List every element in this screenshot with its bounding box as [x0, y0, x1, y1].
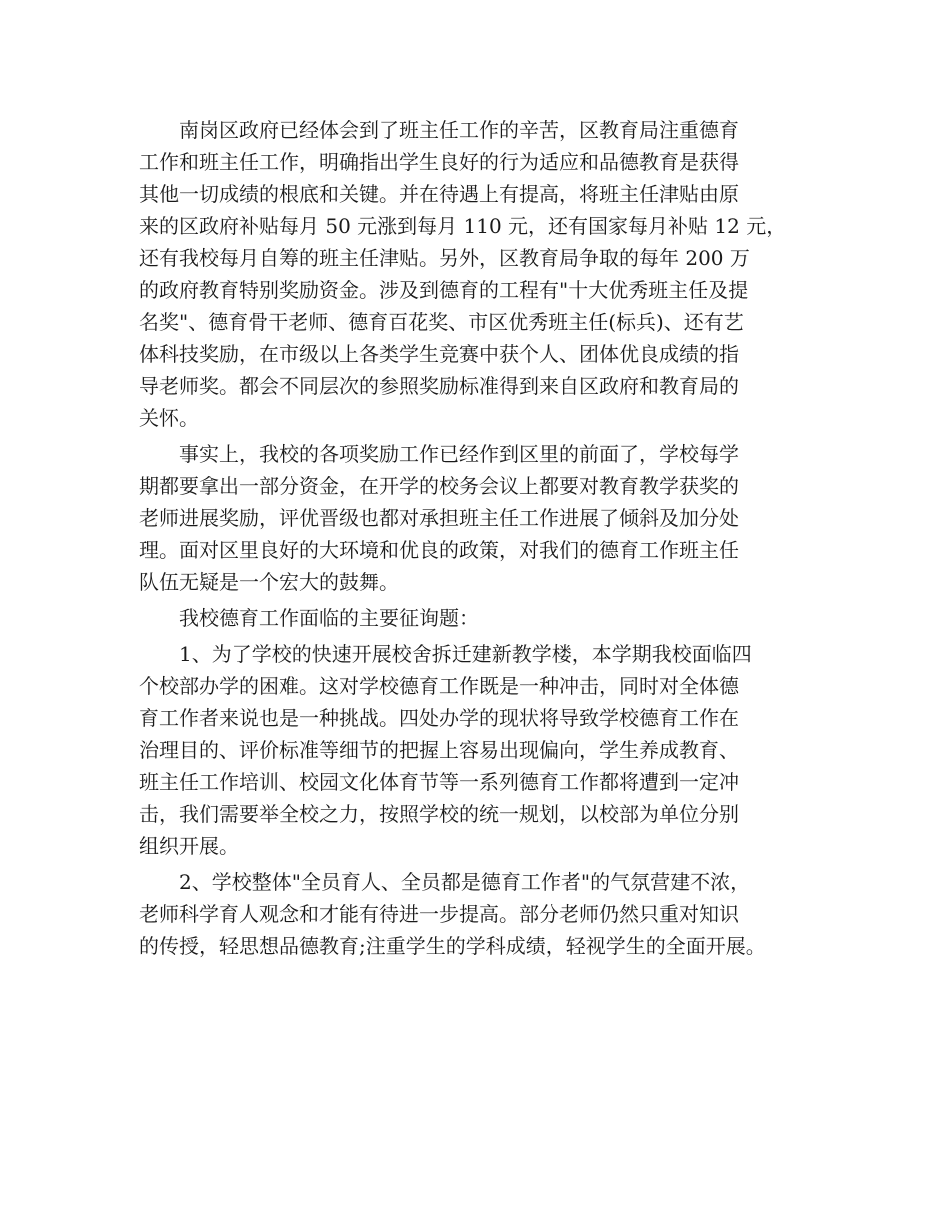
body-text — [139, 114, 839, 962]
paragraph-heading — [139, 602, 839, 634]
text-line: 的政府教育特别奖励资金。涉及到德育的工程有"十大优秀班主任及提 — [139, 278, 749, 302]
text-line: 名奖"、德育骨干老师、德育百花奖、市区优秀班主任(标兵)、还有艺 — [139, 310, 744, 334]
text-line: 其他一切成绩的根底和关键。并在待遇上有提高，将班主任津贴由原 — [139, 182, 739, 206]
text-line: 个校部办学的困难。这对学校德育工作既是一种冲击，同时对全体德 — [139, 674, 739, 698]
text-line: 击，我们需要举全校之力，按照学校的统一规划，以校部为单位分别 — [139, 802, 739, 826]
text-line: 的传授，轻思想品德教育;注重学生的学科成绩，轻视学生的全面开展。 — [139, 934, 766, 958]
text-line: 治理目的、评价标准等细节的把握上容易出现偏向，学生养成教育、 — [139, 738, 739, 762]
text-line: 队伍无疑是一个宏大的鼓舞。 — [139, 570, 399, 594]
text-line: 工作和班主任工作，明确指出学生良好的行为适应和品德教育是获得 — [139, 150, 739, 174]
text-line: 理。面对区里良好的大环境和优良的政策，对我们的德育工作班主任 — [139, 538, 739, 562]
text-line: 来的区政府补贴每月 50 元涨到每月 110 元，还有国家每月补贴 12 元， — [139, 214, 787, 238]
text-line: 导老师奖。都会不同层次的参照奖励标准得到来自区政府和教育局的 — [139, 374, 739, 398]
text-line: 体科技奖励，在市级以上各类学生竞赛中获个人、团体优良成绩的指 — [139, 342, 739, 366]
paragraph-rewards — [139, 438, 839, 598]
text-line: 1、为了学校的快速开展校舍拆迁建新教学楼，本学期我校面临四 — [139, 642, 752, 666]
text-line: 关怀。 — [139, 406, 199, 430]
text-line: 育工作者来说也是一种挑战。四处办学的现状将导致学校德育工作在 — [139, 706, 739, 730]
text-line: 班主任工作培训、校园文化体育节等一系列德育工作都将遭到一定冲 — [139, 770, 739, 794]
text-line: 2、学校整体"全员育人、全员都是德育工作者"的气氛营建不浓， — [139, 870, 751, 894]
text-line: 老师进展奖励，评优晋级也都对承担班主任工作进展了倾斜及加分处 — [139, 506, 739, 530]
paragraph-subsidy — [139, 114, 839, 434]
section-heading: 我校德育工作面临的主要征询题： — [139, 606, 479, 630]
text-line: 事实上，我校的各项奖励工作已经作到区里的前面了，学校每学 — [139, 442, 739, 466]
text-line: 还有我校每月自筹的班主任津贴。另外，区教育局争取的每年 200 万 — [139, 246, 750, 270]
text-line: 期都要拿出一部分资金，在开学的校务会议上都要对教育教学获奖的 — [139, 474, 739, 498]
text-line: 南岗区政府已经体会到了班主任工作的辛苦，区教育局注重德育 — [139, 118, 739, 142]
text-line: 组织开展。 — [139, 834, 239, 858]
text-line: 老师科学育人观念和才能有待进一步提高。部分老师仍然只重对知识 — [139, 902, 739, 926]
paragraph-point-2 — [139, 866, 839, 962]
paragraph-point-1 — [139, 638, 839, 862]
